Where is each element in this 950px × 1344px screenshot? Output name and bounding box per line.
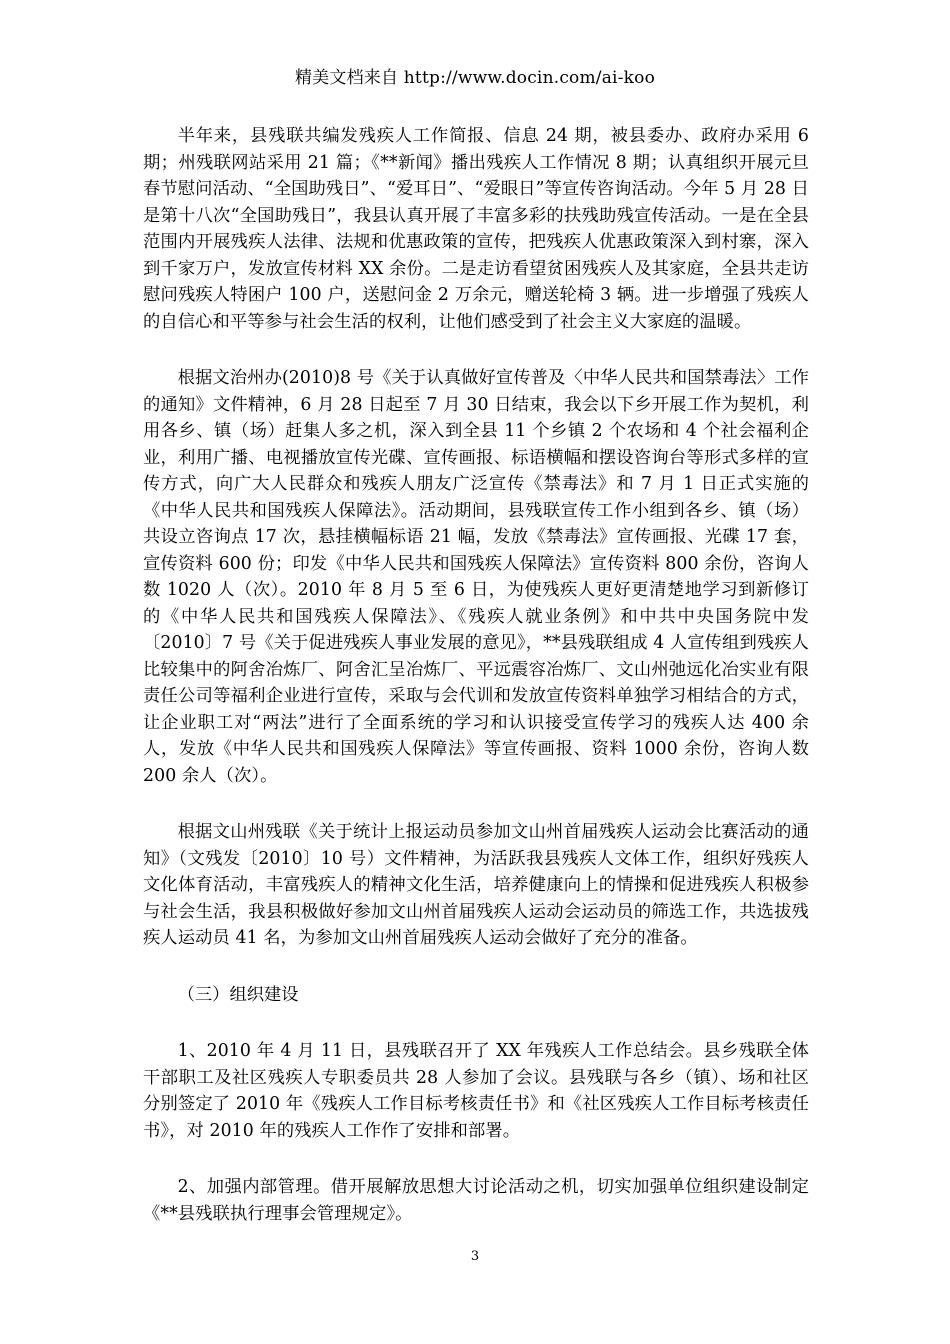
section-heading-organization: （三）组织建设 — [177, 984, 299, 1005]
paragraph-sports-games: 根据文山州残联《关于统计上报运动员参加文山州首届残疾人运动会比赛活动的通知》（文残发〔2010〕10 号）文件精神，为活跃我县残疾人文体工作，组织好残疾人文化体育活动，丰富残疾人的精神文化生活，培养健康向上的情操和促进残疾人积极参与社会生活，我县积极做好参加文山州首届残疾人运动会运动员的筛选工作，共选拔残疾人运动员 41 名，为参加文山州首届残疾人运动会做好了充分的准备。 — [143, 822, 809, 948]
paragraph-drug-law-campaign: 根据文治州办(2010)8 号《关于认真做好宣传普及〈中华人民共和国禁毒法〉工作的通知》文件精神，6 月 28 日起至 7 月 30 日结束，我会以下乡开展工作为契机，利用各乡、镇（场）赶集人多之机，深入到全县 11 个乡镇 2 个农场和 4 个社会福利企业，利用广播、电视播放宣传光碟、宣传画报、标语横幅和摆设咨询台等形式多样的宣传方式，向广大人民群众和残疾人朋友广泛宣传《禁毒法》和 7 月 1 日正式实施的《中华人民共和国残疾人保障法》。活动期间，县残联宣传工作小组到各乡、镇（场）共设立咨询点 17 次，悬挂横幅标语 21 幅，发放《禁毒法》宣传画报、光碟 17 套，宣传资料 600 份；印发《中华人民共和国残疾人保障法》宣传资料 800 余份，咨询人数 1020 人（次）。2010 年 8 月 5 至 6 日，为使残疾人更好更清楚地学习到新修订的《中华人民共和国残疾人保障法》、《残疾人就业条例》和中共中央国务院中发〔2010〕7 号《关于促进残疾人事业发展的意见》，**县残联组成 4 人宣传组到残疾人比较集中的阿舍冶炼厂、阿舍汇呈冶炼厂、平远震容冶炼厂、文山州弛远化冶实业有限责任公司等福利企业进行宣传，采取与会代训和发放宣传资料单独学习相结合的方式，让企业职工对“两法”进行了全面系统的学习和认识接受宣传学习的残疾人达 400 余人，发放《中华人民共和国残疾人保障法》等宣传画报、资料 1000 余份，咨询人数 200 余人（次）。 — [143, 368, 809, 786]
page-number: 3 — [470, 1249, 480, 1264]
list-item-summary-meeting: 1、2010 年 4 月 11 日，县残联召开了 XX 年残疾人工作总结会。县乡残联全体干部职工及社区残疾人专职委员共 28 人参加了会议。县残联与各乡（镇）、场和社区分别签定了 2010 年《残疾人工作目标考核责任书》和《社区残疾人工作目标考核责任书》，对 2010 年的残疾人工作作了安排和部署。 — [143, 1041, 809, 1141]
paragraph-publicity-summary: 半年来，县残联共编发残疾人工作简报、信息 24 期，被县委办、政府办采用 6 期；州残联网站采用 21 篇；《**新闻》播出残疾人工作情况 8 期；认真组织开展元旦春节慰问活动、“全国助残日”、“爱耳日”、“爱眼日”等宣传咨询活动。今年 5 月 28 日是第十八次“全国助残日”，我县认真开展了丰富多彩的扶残助残宣传活动。一是在全县范围内开展残疾人法律、法规和优惠政策的宣传，把残疾人优惠政策深入到村寨，深入到千家万户，发放宣传材料 XX 余份。二是走访看望贫困残疾人及其家庭，全县共走访慰问残疾人特困户 100 户，送慰问金 2 万余元，赠送轮椅 3 辆。进一步增强了残疾人的自信心和平等参与社会生活的权利，让他们感受到了社会主义大家庭的温暖。 — [143, 126, 809, 332]
page-header: 精美文档来自 http://www.docin.com/ai-koo — [294, 68, 656, 88]
list-item-internal-management: 2、加强内部管理。借开展解放思想大讨论活动之机，切实加强单位组织建设制定《**县残联执行理事会管理规定》。 — [143, 1177, 809, 1224]
document-body — [143, 123, 809, 1257]
